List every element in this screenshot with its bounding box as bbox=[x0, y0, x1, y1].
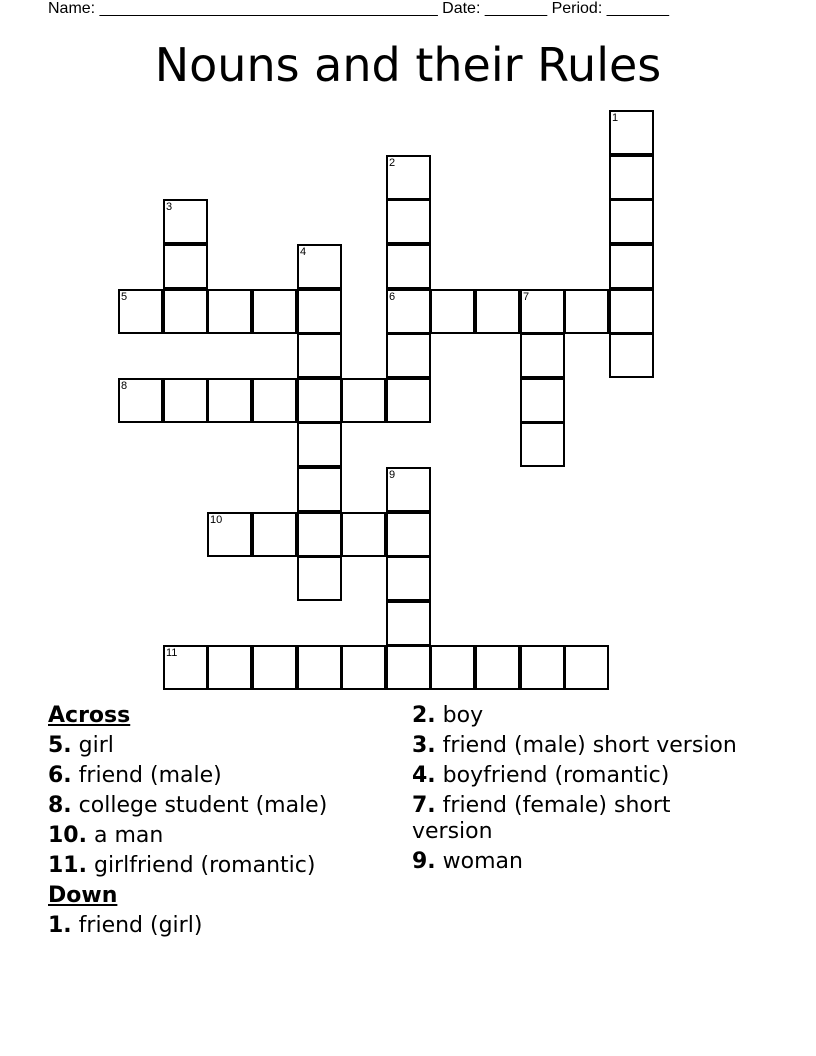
crossword-cell[interactable] bbox=[163, 378, 208, 423]
clue-number: 5 bbox=[121, 291, 128, 303]
crossword-cell[interactable] bbox=[564, 289, 609, 334]
clue-item-number: 3. bbox=[412, 733, 436, 758]
clues-left-column bbox=[48, 703, 388, 943]
clue-item-number: 5. bbox=[48, 733, 72, 758]
down-clue-list bbox=[48, 913, 388, 939]
clue-item-number: 1. bbox=[48, 913, 72, 938]
crossword-cell[interactable] bbox=[163, 199, 208, 244]
crossword-cell[interactable] bbox=[475, 289, 520, 334]
across-heading: Across bbox=[48, 703, 131, 728]
crossword-cell[interactable] bbox=[297, 333, 342, 378]
crossword-cell[interactable] bbox=[564, 645, 609, 690]
clue-item-number: 4. bbox=[412, 763, 436, 788]
crossword-cell[interactable] bbox=[386, 512, 431, 557]
clue-item-text: boyfriend (romantic) bbox=[435, 763, 670, 788]
crossword-cell[interactable] bbox=[386, 199, 431, 244]
clue-number: 9 bbox=[389, 469, 396, 481]
crossword-cell[interactable] bbox=[609, 199, 654, 244]
crossword-cell[interactable] bbox=[520, 289, 565, 334]
clue-number: 8 bbox=[121, 380, 128, 392]
crossword-cell[interactable] bbox=[430, 645, 475, 690]
clue-item-text: girlfriend (romantic) bbox=[86, 853, 316, 878]
clue-item-text: boy bbox=[435, 703, 484, 728]
clue-item bbox=[48, 763, 388, 789]
crossword-cell[interactable] bbox=[297, 289, 342, 334]
crossword-cell[interactable] bbox=[386, 556, 431, 601]
clue-item-number: 2. bbox=[412, 703, 436, 728]
clue-item-text: college student (male) bbox=[71, 793, 328, 818]
crossword-cell[interactable] bbox=[207, 289, 252, 334]
crossword-cell[interactable] bbox=[297, 378, 342, 423]
clue-number: 10 bbox=[210, 514, 223, 526]
clue-item-number: 8. bbox=[48, 793, 72, 818]
crossword-cell[interactable] bbox=[520, 378, 565, 423]
crossword-cell[interactable] bbox=[118, 289, 163, 334]
clue-item-number: 6. bbox=[48, 763, 72, 788]
crossword-cell[interactable] bbox=[475, 645, 520, 690]
crossword-cell[interactable] bbox=[386, 289, 431, 334]
down-clue-list-continued bbox=[412, 703, 742, 875]
crossword-cell[interactable] bbox=[207, 378, 252, 423]
crossword-cell[interactable] bbox=[297, 467, 342, 512]
crossword-cell[interactable] bbox=[297, 422, 342, 467]
crossword-cell[interactable] bbox=[207, 645, 252, 690]
clue-item bbox=[48, 853, 388, 879]
clue-number: 1 bbox=[612, 112, 619, 124]
crossword-cell[interactable] bbox=[386, 467, 431, 512]
crossword-cell[interactable] bbox=[297, 244, 342, 289]
crossword-cell[interactable] bbox=[609, 110, 654, 155]
crossword-cell[interactable] bbox=[252, 378, 297, 423]
crossword-cell[interactable] bbox=[163, 645, 208, 690]
clue-number: 6 bbox=[389, 291, 396, 303]
crossword-cell[interactable] bbox=[609, 244, 654, 289]
clue-number: 3 bbox=[166, 201, 173, 213]
clue-item bbox=[412, 703, 742, 729]
clue-item-text: friend (male) bbox=[71, 763, 222, 788]
crossword-cell[interactable] bbox=[341, 512, 386, 557]
clue-item-text: friend (male) short version bbox=[435, 733, 737, 758]
crossword-cell[interactable] bbox=[252, 645, 297, 690]
crossword-cell[interactable] bbox=[609, 333, 654, 378]
crossword-cell[interactable] bbox=[341, 378, 386, 423]
clue-number: 4 bbox=[300, 246, 307, 258]
clue-item bbox=[412, 849, 742, 875]
crossword-cell[interactable] bbox=[297, 556, 342, 601]
crossword-cell[interactable] bbox=[609, 289, 654, 334]
clue-item-text: a man bbox=[86, 823, 164, 848]
clue-item-number: 7. bbox=[412, 793, 436, 818]
clue-item bbox=[412, 733, 742, 759]
crossword-cell[interactable] bbox=[341, 645, 386, 690]
crossword-cell[interactable] bbox=[430, 289, 475, 334]
crossword-cell[interactable] bbox=[118, 378, 163, 423]
page-title: Nouns and their Rules bbox=[154, 38, 662, 92]
clue-item bbox=[412, 763, 742, 789]
clue-item bbox=[48, 733, 388, 759]
crossword-cell[interactable] bbox=[252, 512, 297, 557]
crossword-cell[interactable] bbox=[386, 601, 431, 646]
crossword-cell[interactable] bbox=[297, 645, 342, 690]
across-clue-list bbox=[48, 733, 388, 879]
crossword-cell[interactable] bbox=[386, 244, 431, 289]
clue-item-text: friend (girl) bbox=[71, 913, 203, 938]
crossword-cell[interactable] bbox=[163, 244, 208, 289]
clue-number: 11 bbox=[166, 647, 178, 659]
clue-item-text: friend (female) short version bbox=[412, 793, 671, 844]
crossword-cell[interactable] bbox=[386, 155, 431, 200]
clue-item bbox=[48, 823, 388, 849]
crossword-cell[interactable] bbox=[520, 422, 565, 467]
clue-item-text: girl bbox=[71, 733, 114, 758]
crossword-cell[interactable] bbox=[386, 333, 431, 378]
clue-item-number: 9. bbox=[412, 849, 436, 874]
clue-number: 2 bbox=[389, 157, 396, 169]
down-heading: Down bbox=[48, 883, 118, 908]
clue-item bbox=[48, 913, 388, 939]
crossword-cell[interactable] bbox=[163, 289, 208, 334]
clue-item-text: woman bbox=[435, 849, 523, 874]
clue-item-number: 10. bbox=[48, 823, 87, 848]
clue-item-number: 11. bbox=[48, 853, 87, 878]
crossword-cell[interactable] bbox=[297, 512, 342, 557]
crossword-cell[interactable] bbox=[207, 512, 252, 557]
crossword-cell[interactable] bbox=[520, 333, 565, 378]
clue-item bbox=[412, 793, 742, 845]
clue-number: 7 bbox=[523, 291, 530, 303]
crossword-cell[interactable] bbox=[386, 645, 431, 690]
crossword-cell[interactable] bbox=[520, 645, 565, 690]
crossword-cell[interactable] bbox=[252, 289, 297, 334]
crossword-cell[interactable] bbox=[609, 155, 654, 200]
student-info-line: Name: ______________________________________ Date: _______ Period: _______ bbox=[48, 0, 670, 17]
clues-right-column bbox=[412, 703, 742, 879]
crossword-cell[interactable] bbox=[386, 378, 431, 423]
clue-item bbox=[48, 793, 388, 819]
